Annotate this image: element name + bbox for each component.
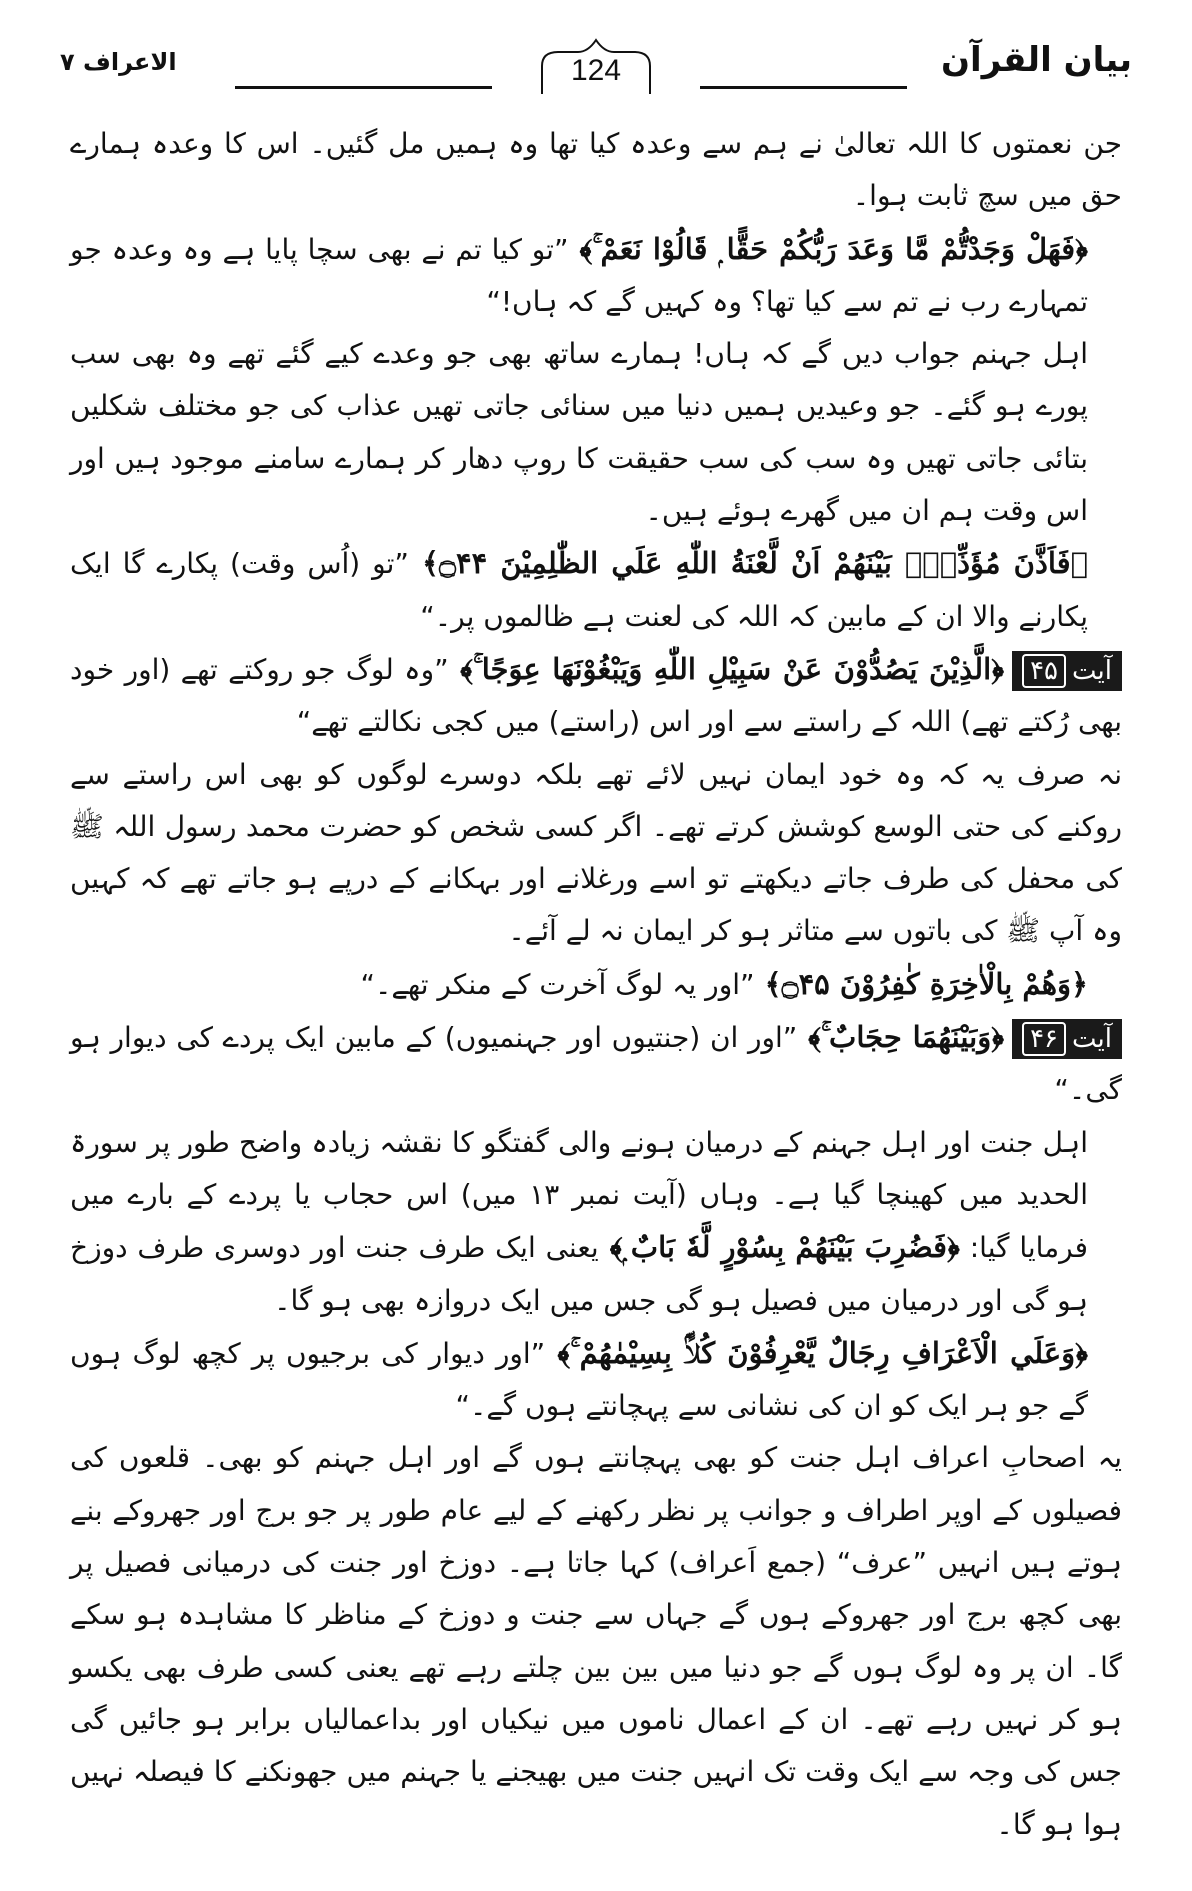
urdu-text: جن نعمتوں کا اللہ تعالیٰ نے ہم سے وعدہ کیا تھا وہ ہمیں مل گئیں۔ اس کا وعدہ ہمارے حق میں سچ ثابت ہوا۔ (70, 127, 1122, 213)
paragraph (70, 328, 1122, 537)
header-rule-left (235, 86, 492, 89)
quran-verse: ﴿وَهُمْ بِالْاٰخِرَةِ كٰفِرُوْنَ ۝۴۵﴾ (754, 966, 1088, 1001)
ayah-label: آیت (1072, 1024, 1112, 1055)
paragraph (70, 223, 1122, 329)
ayah-number: ۴۶ (1022, 1022, 1066, 1056)
paragraph (70, 1327, 1122, 1433)
urdu-text: یعنی ایک طرف جنت اور دوسری طرف دوزخ ہو گی اور درمیان میں فصیل ہو گی جس میں ایک دروازہ بھی ہو گا۔ (70, 1231, 1088, 1317)
paragraph (70, 1011, 1122, 1117)
paragraph (70, 643, 1122, 749)
urdu-text: اہل جنت اور اہل جہنم کے درمیان ہونے والی گفتگو کا نقشہ زیادہ واضح طور پر سورۃ الحدید میں کھینچا گیا ہے۔ وہاں (آیت نمبر ۱۳ میں) اس حجاب یا پردے کے بارے میں فرمایا گیا: (70, 1125, 1089, 1265)
quran-verse: ﴿فَضُرِبَ بَيْنَهُمْ بِسُوْرٍ لَّهٗ بَابٌ ۭ﴾ (598, 1230, 960, 1265)
quran-verse: ﴿وَعَلَي الْاَعْرَافِ رِجَالٌ يَّعْرِفُوْنَ كُلًّاۢ بِسِيْمٰهُمْ ۚ﴾ (545, 1335, 1089, 1370)
ayah-number-badge (1012, 651, 1122, 691)
ayah-number-badge (1012, 1019, 1122, 1059)
surah-title: الاعراف ۷ (60, 48, 177, 76)
paragraph (70, 1432, 1122, 1850)
urdu-text: ”اور ان (جنتیوں اور جہنمیوں) کے مابین ایک پردے کی دیوار ہو گی۔“ (70, 1021, 1122, 1107)
urdu-text: ”اور یہ لوگ آخرت کے منکر تھے۔“ (360, 967, 755, 1001)
page-number: 124 (570, 54, 622, 87)
header-rule-right (700, 86, 907, 89)
page-header (60, 36, 1132, 106)
page-number-badge (536, 36, 656, 98)
urdu-text: ”تو (اُس وقت) پکارے گا ایک پکارنے والا ان کے مابین کہ اللہ کی لعنت ہے ظالموں پر۔“ (70, 547, 1088, 633)
paragraph (70, 958, 1122, 1011)
urdu-text: اہل جہنم جواب دیں گے کہ ہاں! ہمارے ساتھ بھی جو وعدے کیے گئے تھے وہ بھی سب پورے ہو گئے۔ جو وعیدیں ہمیں دنیا میں سنائی جاتی تھیں عذاب کی جو مختلف شکلیں بتائی جاتی تھیں وہ سب کی سب حقیقت کا روپ دھار کر ہمارے سامنے موجود ہیں اور اس وقت ہم ان میں گھرے ہوئے ہیں۔ (70, 337, 1088, 528)
urdu-text: ”وہ لوگ جو روکتے تھے (اور خود بھی رُکتے تھے) اللہ کے راستے سے اور اس (راستے) میں کجی نکالتے تھے“ (70, 652, 1122, 739)
quran-verse: ﴿الَّذِيْنَ يَصُدُّوْنَ عَنْ سَبِيْلِ اللّٰهِ وَيَبْغُوْنَهَا عِوَجًا ۚ﴾ (448, 651, 1005, 686)
paragraph (70, 118, 1122, 223)
quran-verse: ﴿فَاَذَّنَ مُؤَذِّنٌۢ بَيْنَهُمْ اَنْ لَّعْنَةُ اللّٰهِ عَلَي الظّٰلِمِيْنَ ۝۴۴﴾ (408, 546, 1088, 581)
urdu-text: ”اور دیوار کی برجیوں پر کچھ لوگ ہوں گے جو ہر ایک کو ان کی نشانی سے پہچانتے ہوں گے۔“ (70, 1336, 1088, 1423)
urdu-text: یہ اصحابِ اعراف اہل جنت کو بھی پہچانتے ہوں گے اور اہل جہنم کو بھی۔ قلعوں کی فصیلوں کے اوپر اطراف و جوانب پر نظر رکھنے کے لیے عام طور پر جو برج اور جھروکے بنے ہوتے ہیں انہیں ”عرف“ (جمع اَعراف) کہا جاتا ہے۔ دوزخ اور جنت کی درمیانی فصیل پر بھی کچھ برج اور جھروکے ہوں گے جہاں سے جنت و دوزخ کے مناظر کا مشاہدہ ہو سکے گا۔ ان پر وہ لوگ ہوں گے جو دنیا میں بین بین چلتے رہے تھے یعنی کسی طرف بھی یکسو ہو کر نہیں رہے تھے۔ ان کے اعمال ناموں میں نیکیاں اور بداعمالیاں برابر ہو جائیں گی جس کی وجہ سے ایک وقت تک انہیں جنت میں بھیجنے یا جہنم میں جھونکنے کا فیصلہ نہیں ہوا ہو گا۔ (70, 1441, 1122, 1841)
quran-verse: ﴿فَهَلْ وَجَدْتُّمْ مَّا وَعَدَ رَبُّكُمْ حَقًّا ۭ قَالُوْا نَعَمْ ۚ﴾ (568, 231, 1088, 266)
paragraph (70, 537, 1122, 643)
book-title: بیان القرآن (941, 40, 1132, 80)
paragraph (70, 1117, 1122, 1327)
ayah-label: آیت (1072, 655, 1112, 686)
urdu-text: نہ صرف یہ کہ وہ خود ایمان نہیں لائے تھے بلکہ دوسرے لوگوں کو بھی اس راستے سے روکنے کی حتی الوسع کوشش کرتے تھے۔ اگر کسی شخص کو حضرت محمد رسول اللہ ﷺ کی محفل کی طرف جاتے دیکھتے تو اسے ورغلانے اور بہکانے کے درپے ہو جاتے تھے کہ کہیں وہ آپ ﷺ کی باتوں سے متاثر ہو کر ایمان نہ لے آئے۔ (70, 757, 1122, 948)
urdu-text: ”تو کیا تم نے بھی سچا پایا ہے وہ وعدہ جو تمہارے رب نے تم سے کیا تھا؟ وہ کہیں گے کہ ہاں!“ (70, 232, 1088, 318)
ayah-number: ۴۵ (1022, 654, 1066, 688)
paragraph (70, 749, 1122, 958)
quran-verse: ﴿وَبَيْنَهُمَا حِجَابٌ ۚ﴾ (797, 1020, 1005, 1055)
page-body (70, 118, 1122, 1851)
